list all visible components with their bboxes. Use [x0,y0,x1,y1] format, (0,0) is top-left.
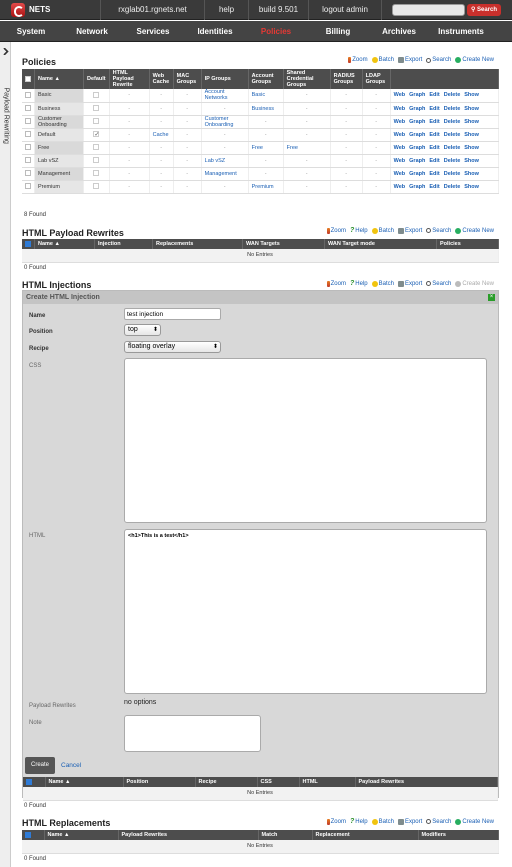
cell-ldap: - [362,89,390,102]
cell-acct[interactable] [248,180,283,193]
table-row [22,141,499,154]
row-actions [390,167,498,180]
table-row [22,167,499,180]
action-show-link[interactable]: Show [464,92,479,99]
policies-title: Policies [22,57,57,67]
search-link[interactable]: Search [426,227,451,234]
action-show-link[interactable]: Show [464,170,479,177]
cell-shared[interactable] [283,141,330,154]
zoom-icon [327,228,330,234]
help-button[interactable]: ? Help [349,280,368,287]
cell-cache: - [149,167,173,180]
action-graph-link[interactable]: Graph [409,105,426,112]
cell-acct: - [248,154,283,167]
payload-rewrites-label: Payload Rewrites [29,703,76,709]
batch-icon [372,281,378,287]
cell-link[interactable]: Free [286,144,298,151]
default-checkbox [84,167,110,180]
zoom-button[interactable]: Zoom [327,818,346,825]
rewrites-found-count: 0 Found [24,265,47,271]
col-account-groups: Account Groups [248,69,283,89]
help-icon: ? [349,227,355,234]
replacements-toolbar [327,818,494,825]
col-replacement: Replacement [312,830,418,840]
cell-link[interactable]: Account Networks [204,89,228,102]
row-actions [390,141,498,154]
row-checkbox[interactable] [22,89,35,102]
injections-table [23,777,498,801]
cell-ldap: - [362,141,390,154]
table-row [22,115,499,128]
logo-mark-icon [11,3,25,17]
action-show-link[interactable]: Show [464,183,479,190]
cell-link[interactable]: Lab vSZ [204,157,226,164]
cell-link[interactable]: Management [204,170,237,177]
side-panel-label: Payload Rewriting [2,87,10,144]
col-match: Match [258,830,312,840]
cell-mac: - [173,128,201,141]
plus-icon [455,281,461,287]
search-input[interactable] [392,4,465,16]
row-actions [390,128,498,141]
col-payload-rewrites: Payload Rewrites [118,830,258,840]
action-edit-link[interactable]: Edit [429,183,440,190]
policy-name: Free [35,141,84,154]
col-default: Default [84,69,110,89]
magnifier-icon [426,281,431,286]
build-version: build 9.501 [248,0,308,20]
position-label: Position [29,329,53,335]
cell-ldap: - [362,154,390,167]
row-actions [390,89,498,102]
batch-icon [372,228,378,234]
batch-icon [372,819,378,825]
search-button-label: Search [477,7,498,13]
default-checkbox [84,154,110,167]
check-icon: ✓ [94,132,100,139]
create-new-button[interactable]: Create New [455,227,494,234]
col-name[interactable]: Name ▲ [35,69,84,89]
name-input[interactable] [124,308,221,320]
logo[interactable] [11,2,61,18]
col-html-rewrite: HTML Payload Rewrite [109,69,149,89]
magnifier-icon [426,58,431,63]
row-actions [390,102,498,115]
row-checkbox[interactable] [22,154,35,167]
col-shared-credential-groups: Shared Credential Groups [283,69,330,89]
action-edit-link[interactable]: Edit [429,118,440,125]
create-new-button[interactable]: Create New [455,57,494,63]
payload-rewrites-value: no options [124,699,157,706]
batch-button[interactable]: Batch [372,818,394,825]
search-link[interactable]: Search [426,280,451,287]
cancel-link[interactable]: Cancel [61,762,82,769]
logout-link[interactable]: logout admin [308,0,382,20]
row-checkbox[interactable] [22,167,35,180]
col-replacements: Replacements [153,239,243,249]
magnifier-icon [426,228,431,233]
cell-rewrite: - [109,102,149,115]
export-icon [398,281,404,287]
sort-asc-icon: ▲ [54,76,60,82]
cell-mac: - [173,115,201,128]
batch-icon [372,57,378,63]
export-icon [398,819,404,825]
col-policies: Policies [437,239,499,249]
batch-button[interactable]: Batch [372,280,394,287]
col-css: CSS [257,777,299,787]
action-graph-link[interactable]: Graph [409,144,426,151]
cell-rewrite: - [109,115,149,128]
cell-ldap: - [362,180,390,193]
nav-instruments[interactable]: Instruments [438,27,484,36]
cell-cache: - [149,180,173,193]
action-graph-link[interactable]: Graph [409,118,426,125]
action-delete-link[interactable]: Delete [443,118,461,125]
cell-acct[interactable] [248,141,283,154]
action-delete-link[interactable]: Delete [443,92,461,99]
cell-link[interactable]: Customer Onboarding [204,115,234,128]
cell-rewrite: - [109,128,149,141]
logo-text: NETS [29,5,51,14]
empty-message: No Entries [22,840,499,853]
cell-radius: - [330,128,362,141]
action-web-link[interactable]: Web [393,170,406,177]
policy-name: Management [35,167,84,180]
nav-identities[interactable]: Identities [197,27,233,36]
cell-acct: - [248,128,283,141]
zoom-button[interactable]: Zoom [327,280,346,287]
col-wan-target-mode: WAN Target mode [325,239,437,249]
help-button[interactable]: ? Help [349,227,368,234]
action-graph-link[interactable]: Graph [409,131,426,138]
replacements-title: HTML Replacements [22,818,111,828]
cell-shared: - [283,115,330,128]
nav-services[interactable]: Services [136,27,170,36]
col-modifiers: Modifiers [418,830,499,840]
cell-cache: - [149,102,173,115]
policies-table [22,69,499,194]
empty-message: No Entries [23,787,498,800]
action-edit-link[interactable]: Edit [429,170,440,177]
cell-rewrite: - [109,89,149,102]
cell-shared: - [283,167,330,180]
cell-acct[interactable] [248,89,283,102]
cell-radius: - [330,102,362,115]
search-link[interactable]: Search [426,57,451,63]
nav-policies[interactable]: Policies [260,27,292,36]
col-name[interactable]: Name ▲ [35,239,95,249]
action-show-link[interactable]: Show [464,105,479,112]
note-label: Note [29,720,42,726]
select-all-checkbox[interactable] [22,69,35,89]
cell-rewrite: - [109,167,149,180]
cell-cache: - [149,141,173,154]
cell-radius: - [330,115,362,128]
table-row [22,102,499,115]
cell-ip[interactable] [201,154,248,167]
policies-toolbar [348,57,494,63]
action-delete-link[interactable]: Delete [443,131,461,138]
action-delete-link[interactable]: Delete [443,105,461,112]
cell-ip: - [201,128,248,141]
col-name[interactable]: Name ▲ [45,777,123,787]
action-edit-link[interactable]: Edit [429,131,440,138]
html-textarea[interactable]: <h1>This is a test</h1> [124,529,487,694]
sort-asc-icon: ▲ [54,241,60,247]
cell-shared: - [283,89,330,102]
cell-radius: - [330,180,362,193]
policy-name: Premium [35,180,84,193]
cell-cache: - [149,89,173,102]
table-row [22,180,499,193]
cell-link[interactable]: Business [251,105,274,112]
table-row [22,154,499,167]
action-show-link[interactable]: Show [464,131,479,138]
recipe-select[interactable]: floating overlay ⬍ [124,341,221,353]
help-icon: ? [349,818,355,825]
cell-acct: - [248,115,283,128]
batch-button[interactable]: Batch [372,227,394,234]
search-button[interactable] [467,4,501,16]
row-checkbox[interactable] [22,102,35,115]
chevron-right-icon [2,48,9,55]
policy-name: Default [35,128,84,141]
action-web-link[interactable]: Web [393,157,406,164]
cell-rewrite: - [109,154,149,167]
create-injection-form [22,290,499,798]
export-icon [398,228,404,234]
row-actions [390,180,498,193]
cell-shared: - [283,154,330,167]
html-label: HTML [29,533,46,539]
policies-found-count: 8 Found [24,212,47,218]
cell-mac: - [173,154,201,167]
policy-name: Lab vSZ [35,154,84,167]
position-select[interactable]: top ⬍ [124,324,161,336]
cell-ip[interactable] [201,89,248,102]
table-row [22,128,499,141]
help-button[interactable]: ? Help [349,818,368,825]
form-title: Create HTML Injection [23,291,498,304]
action-show-link[interactable]: Show [464,157,479,164]
cell-ip: - [201,180,248,193]
cell-link[interactable]: Cache [152,131,169,138]
nav-archives[interactable]: Archives [382,27,416,36]
close-form-icon[interactable]: × [489,294,494,300]
cell-mac: - [173,141,201,154]
plus-icon [455,228,461,234]
table-row [22,89,499,102]
css-textarea[interactable] [124,358,487,523]
col-injection: Injection [95,239,153,249]
default-checkbox [84,180,110,193]
cell-ldap: - [362,102,390,115]
injections-title: HTML Injections [22,280,92,290]
action-web-link[interactable]: Web [393,144,406,151]
col-ip-groups: IP Groups [201,69,248,89]
action-graph-link[interactable]: Graph [409,183,426,190]
action-edit-link[interactable]: Edit [429,92,440,99]
cell-radius: - [330,154,362,167]
nav-billing[interactable]: Billing [325,27,351,36]
plus-icon [455,57,461,63]
action-delete-link[interactable]: Delete [443,157,461,164]
cell-radius: - [330,141,362,154]
policy-name: Business [35,102,84,115]
cell-ip: - [201,102,248,115]
cell-ldap: - [362,128,390,141]
cell-acct[interactable] [248,102,283,115]
zoom-icon [327,281,330,287]
injections-found-count: 0 Found [24,803,47,809]
zoom-button[interactable]: Zoom [327,227,346,234]
col-html: HTML [299,777,355,787]
batch-button[interactable]: Batch [372,57,394,63]
row-checkbox[interactable] [22,128,35,141]
search-link[interactable]: Search [426,818,451,825]
help-link[interactable]: help [204,0,248,20]
select-all-checkbox[interactable] [23,777,45,787]
col-radius-groups: RADIUS Groups [330,69,362,89]
col-actions [390,69,498,89]
cell-shared: - [283,128,330,141]
export-icon [398,57,404,63]
create-button[interactable]: Create [25,757,55,774]
row-checkbox[interactable] [22,180,35,193]
col-payload-rewrites: Payload Rewrites [355,777,498,787]
action-graph-link[interactable]: Graph [409,92,426,99]
cell-ip: - [201,141,248,154]
row-checkbox[interactable] [22,141,35,154]
magnifier-icon [426,819,431,824]
cell-mac: - [173,89,201,102]
zoom-icon [327,819,330,825]
cell-mac: - [173,167,201,180]
cell-radius: - [330,89,362,102]
export-button[interactable]: Export [398,57,422,63]
hostname: rxglab01.rgnets.net [100,0,204,20]
nav-network[interactable]: Network [76,27,108,36]
cell-cache[interactable] [149,128,173,141]
main-nav [0,21,512,42]
policy-name: Basic [35,89,84,102]
rewrites-toolbar [327,227,494,234]
cell-ip[interactable] [201,167,248,180]
cell-mac: - [173,102,201,115]
note-textarea[interactable] [124,715,261,752]
action-web-link[interactable]: Web [393,118,406,125]
injections-toolbar [327,280,494,287]
select-all-checkbox[interactable] [22,239,35,249]
top-bar [0,0,512,20]
sort-asc-icon: ▲ [64,832,70,838]
action-web-link[interactable]: Web [393,183,406,190]
zoom-button[interactable]: Zoom [348,57,367,63]
side-panel-tab[interactable] [0,42,11,867]
cell-rewrite: - [109,141,149,154]
create-new-button[interactable]: Create New [455,818,494,825]
create-new-button: Create New [455,280,494,287]
nav-system[interactable]: System [16,27,46,36]
export-button[interactable]: Export [398,280,422,287]
action-edit-link[interactable]: Edit [429,105,440,112]
empty-message: No Entries [22,249,499,262]
help-icon: ? [349,280,355,287]
col-ldap-groups: LDAP Groups [362,69,390,89]
recipe-label: Recipe [29,346,49,352]
cell-rewrite: - [109,180,149,193]
row-actions [390,115,498,128]
replacements-table [22,830,499,854]
col-name[interactable]: Name ▲ [44,830,118,840]
action-web-link[interactable]: Web [393,131,406,138]
row-checkbox[interactable] [22,115,35,128]
action-edit-link[interactable]: Edit [429,144,440,151]
export-button[interactable]: Export [398,818,422,825]
plus-icon [455,819,461,825]
cell-radius: - [330,167,362,180]
select-all-checkbox[interactable] [22,830,44,840]
rewrites-table [22,239,499,263]
css-label: CSS [29,363,42,369]
action-delete-link[interactable]: Delete [443,144,461,151]
action-graph-link[interactable]: Graph [409,157,426,164]
default-checkbox [84,102,110,115]
replacements-found-count: 0 Found [24,856,47,862]
action-delete-link[interactable]: Delete [443,170,461,177]
cell-shared: - [283,180,330,193]
default-checkbox [84,128,110,141]
cell-link[interactable]: Premium [251,183,274,190]
default-checkbox [84,141,110,154]
col-mac-groups: MAC Groups [173,69,201,89]
cell-link[interactable]: Free [251,144,263,151]
cell-shared: - [283,102,330,115]
cell-ldap: - [362,167,390,180]
cell-mac: - [173,180,201,193]
col-position: Position [123,777,195,787]
action-web-link[interactable]: Web [393,92,406,99]
zoom-icon [348,57,351,63]
default-checkbox [84,89,110,102]
action-graph-link[interactable]: Graph [409,170,426,177]
action-edit-link[interactable]: Edit [429,157,440,164]
action-web-link[interactable]: Web [393,105,406,112]
col-wan-targets: WAN Targets [243,239,325,249]
col-recipe: Recipe [195,777,257,787]
action-show-link[interactable]: Show [464,144,479,151]
col-web-cache: Web Cache [149,69,173,89]
default-checkbox [84,115,110,128]
search-icon: ⚲ [470,7,476,13]
row-actions [390,154,498,167]
cell-ip[interactable] [201,115,248,128]
action-show-link[interactable]: Show [464,118,479,125]
cell-ldap: - [362,115,390,128]
policy-name: Customer Onboarding [35,115,84,128]
export-button[interactable]: Export [398,227,422,234]
cell-cache: - [149,115,173,128]
sort-asc-icon: ▲ [65,779,71,785]
name-label: Name [29,313,46,319]
cell-cache: - [149,154,173,167]
cell-link[interactable]: Basic [251,92,266,99]
rewrites-title: HTML Payload Rewrites [22,228,124,238]
action-delete-link[interactable]: Delete [443,183,461,190]
cell-acct: - [248,167,283,180]
